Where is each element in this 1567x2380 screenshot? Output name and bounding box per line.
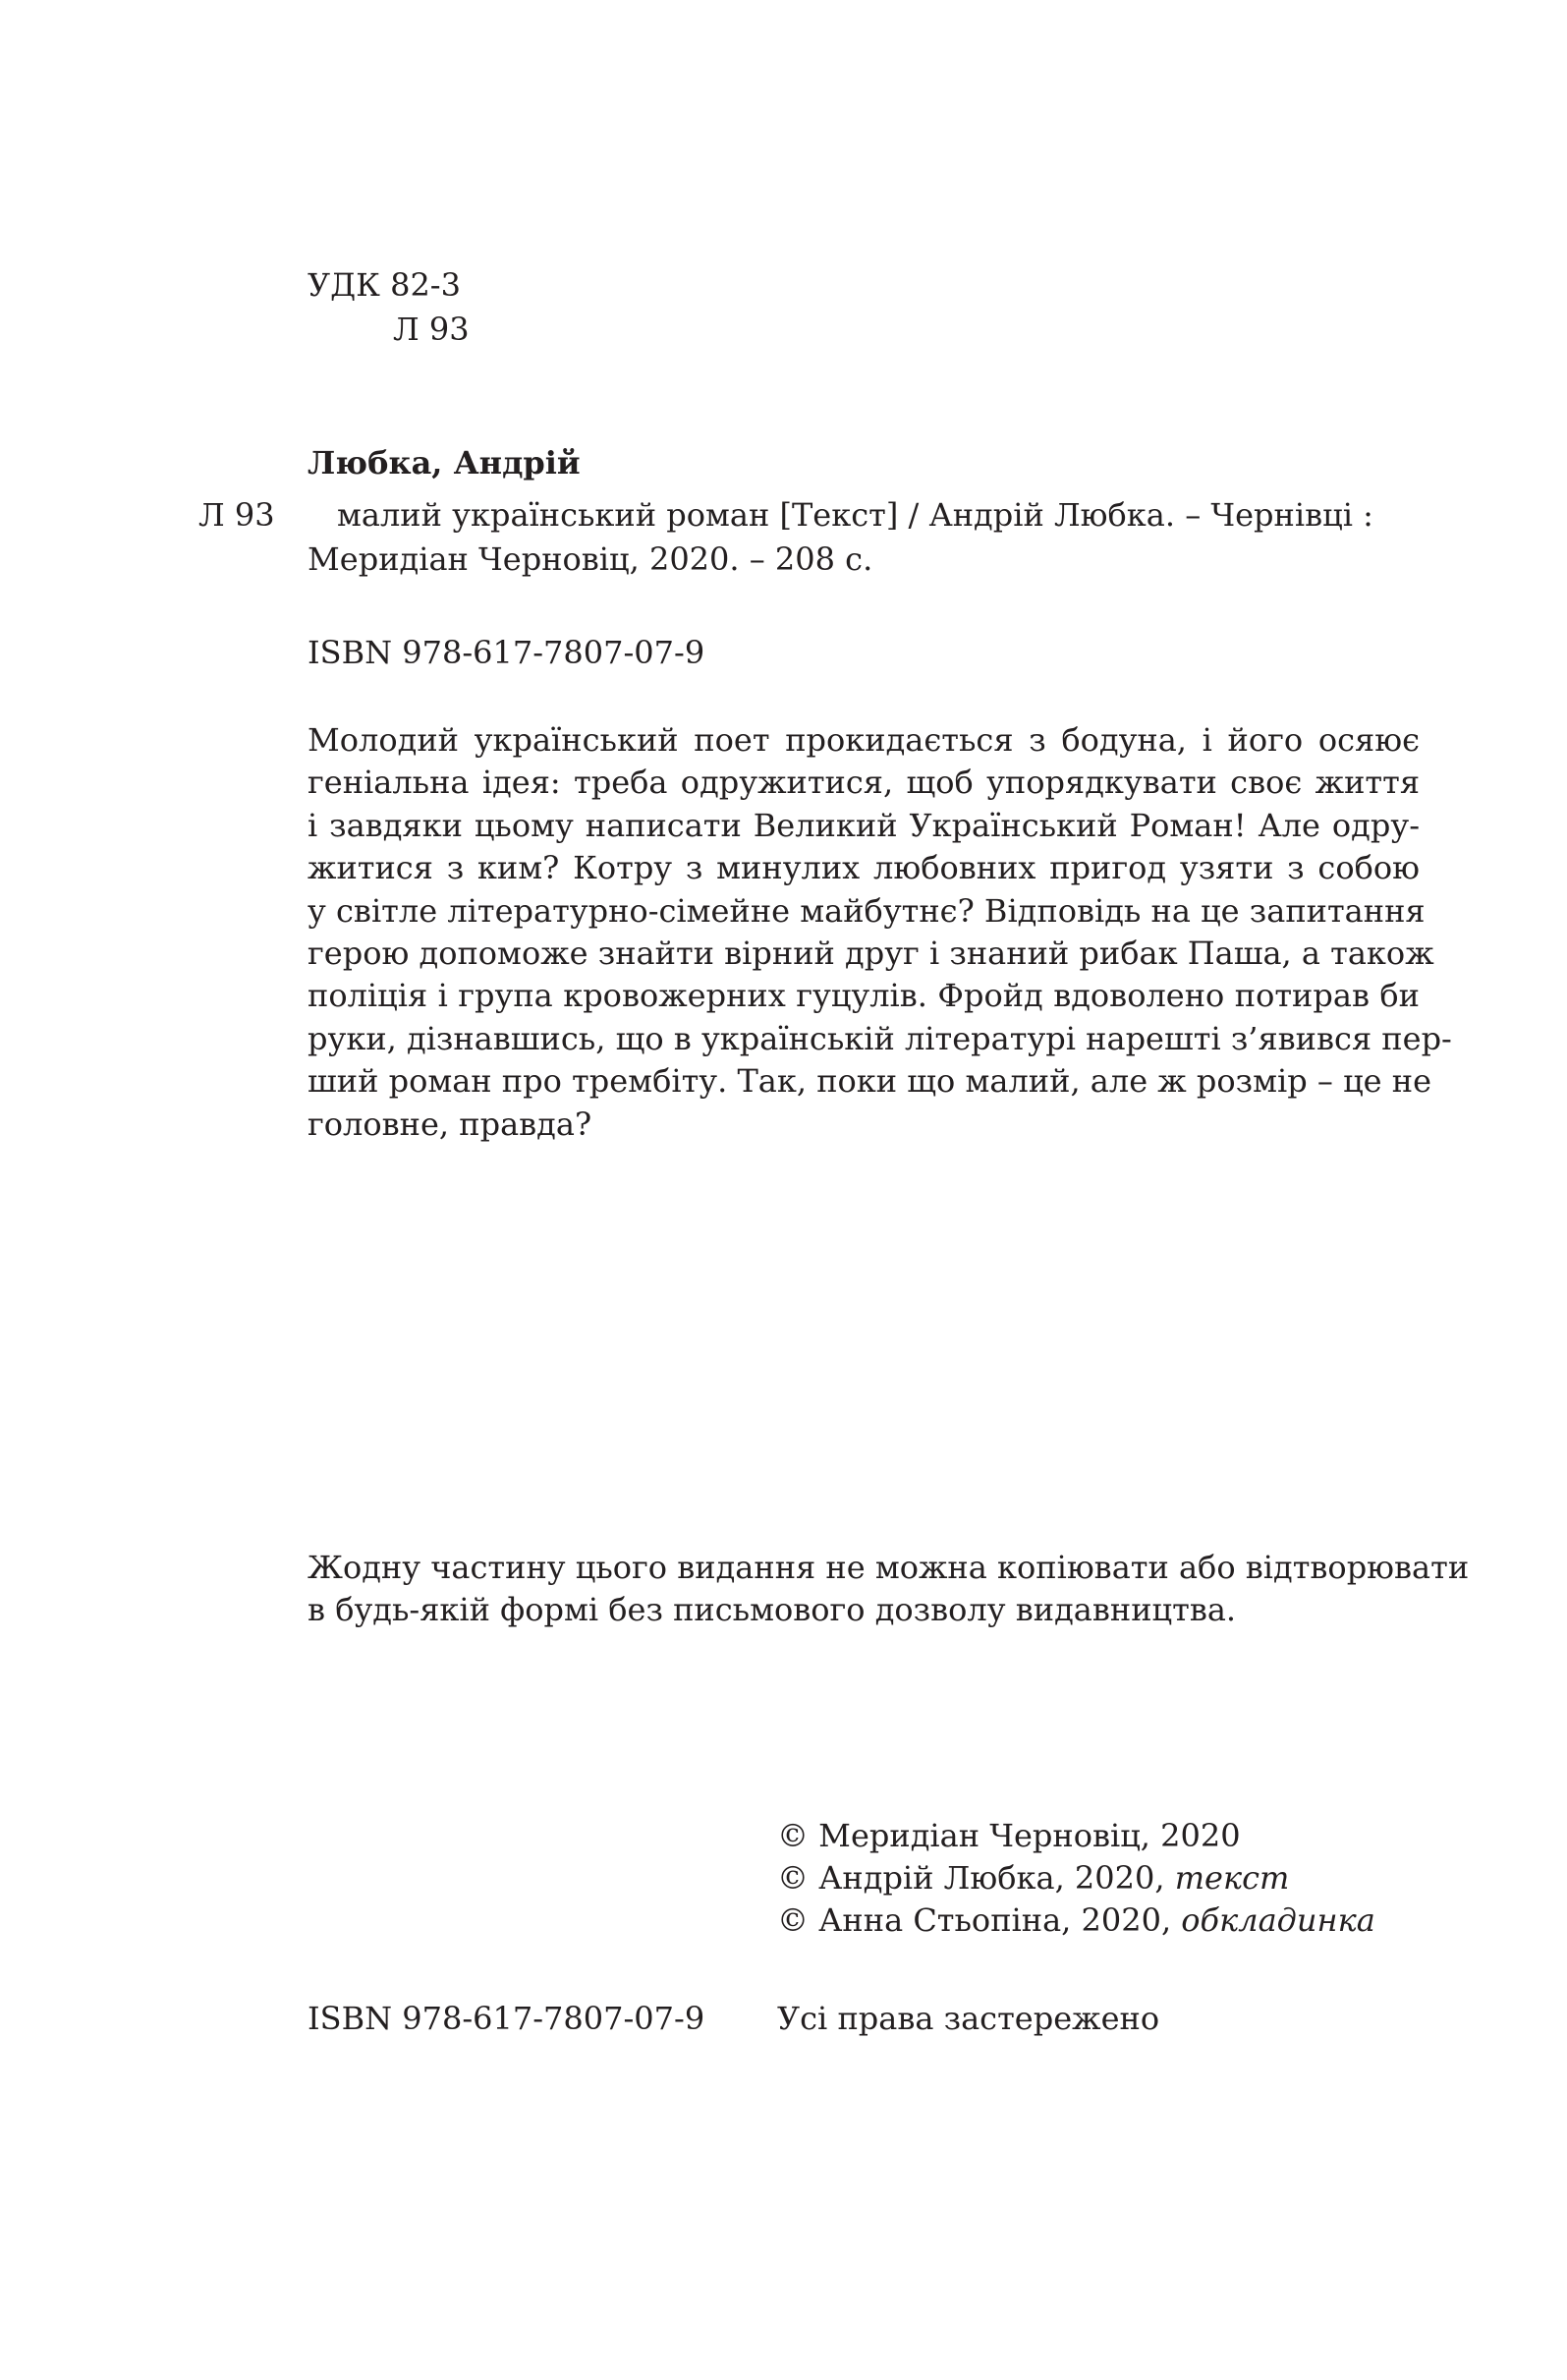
- udk-classification: УДК 82-3: [308, 266, 461, 304]
- rights-notice: [308, 1547, 1469, 1631]
- annotation-line: геніальна ідея: треба одружитися, щоб упорядкувати своє життя: [308, 764, 1420, 802]
- author-code: Л 93: [393, 311, 470, 348]
- rights-notice-line-2: в будь-якій формі без письмового дозволу видавництва.: [308, 1591, 1237, 1628]
- annotation-line: житися з ким? Котру з минулих любовних пригод узяти з собою: [308, 849, 1420, 887]
- copyright-holder: © Андрій Любка, 2020,: [777, 1859, 1165, 1897]
- copyright-role: текст: [1174, 1859, 1290, 1897]
- copyright-line: [777, 1815, 1375, 1857]
- copyright-holder: © Анна Стьопіна, 2020,: [777, 1901, 1172, 1939]
- catalog-isbn: ISBN 978-617-7807-07-9: [308, 634, 705, 671]
- annotation-line: і завдяки цьому написати Великий Український Роман! Але одру-: [308, 806, 1420, 844]
- annotation-line: ший роман про трембіту. Так, поки що малий, але ж розмір – це не: [308, 1062, 1432, 1101]
- bibliographic-line-2: Меридіан Черновіц, 2020. – 208 с.: [308, 540, 873, 578]
- annotation-line: герою допоможе знайти вірний друг і знаний рибак Паша, а також: [308, 934, 1434, 972]
- annotation-line: Молодий український поет прокидається з бодуна, і його осяює: [308, 721, 1420, 759]
- copyright-holder: © Меридіан Черновіц, 2020: [777, 1817, 1241, 1854]
- annotation-line: поліція і група кровожерних гуцулів. Фройд вдоволено потирав би: [308, 977, 1420, 1015]
- bibliographic-line-1: малий український роман [Текст] / Андрій Любка. – Чернівці :: [337, 496, 1373, 534]
- copyright-role: обкладинка: [1181, 1901, 1375, 1939]
- footer-isbn: ISBN 978-617-7807-07-9: [308, 2000, 705, 2037]
- copyright-line: [777, 1899, 1375, 1942]
- catalog-cipher: Л 93: [198, 496, 275, 534]
- annotation: [308, 719, 1452, 1146]
- copyright-list: [777, 1815, 1375, 1942]
- all-rights-reserved: Усі права застережено: [777, 2000, 1160, 2037]
- catalog-author: Любка, Андрій: [308, 444, 581, 482]
- annotation-line: головне, правда?: [308, 1105, 592, 1143]
- rights-notice-line-1: Жодну частину цього видання не можна копіювати або відтворювати: [308, 1549, 1470, 1586]
- annotation-line: у світле літературно-сімейне майбутнє? Відповідь на це запитання: [308, 891, 1426, 930]
- annotation-line: руки, дізнавшись, що в українській літературі нарешті з’явився пер-: [308, 1019, 1452, 1057]
- copyright-line: [777, 1857, 1375, 1899]
